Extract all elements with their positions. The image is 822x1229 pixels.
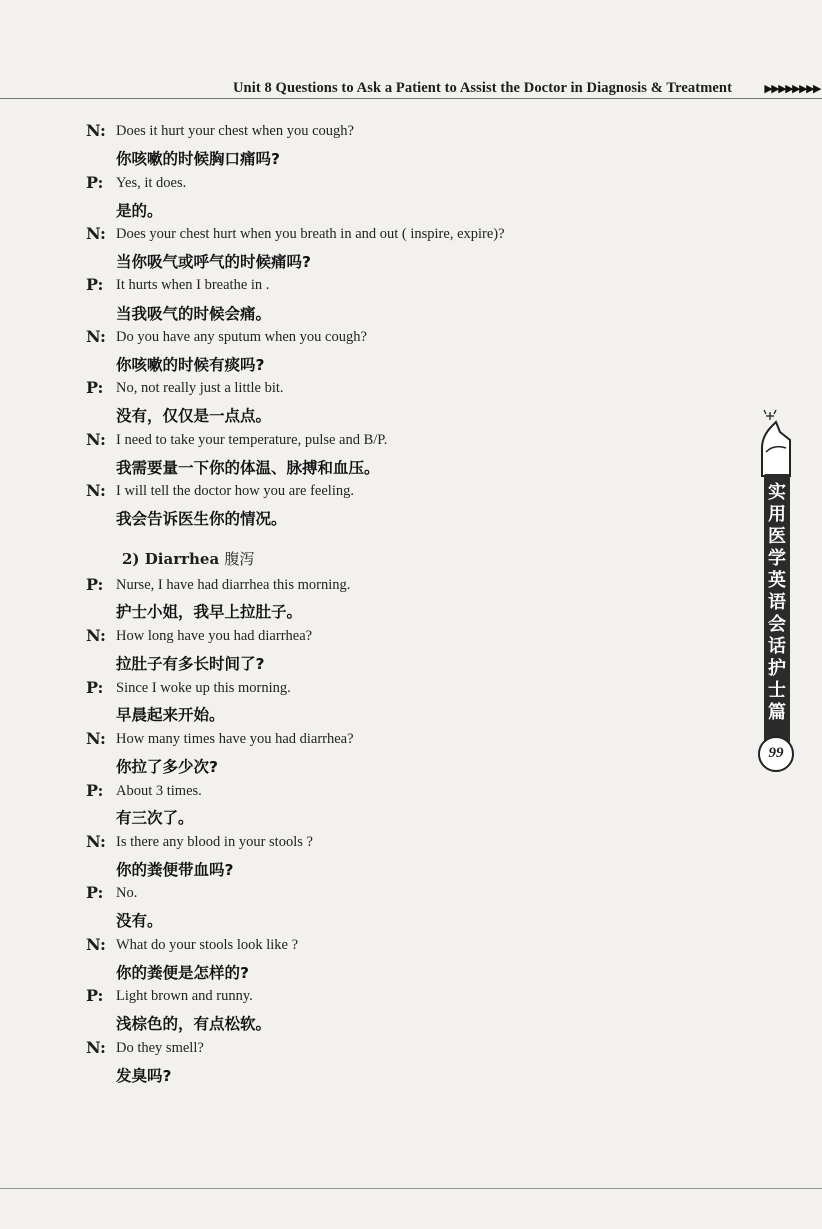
bottom-divider [0, 1188, 822, 1189]
english-text: No, not really just a little bit. [116, 380, 284, 396]
chinese-text: 你的粪便是怎样的? [116, 964, 249, 982]
chinese-text: 早晨起来开始。 [116, 706, 225, 724]
page-number: 99 [758, 736, 794, 772]
english-text: Does your chest hurt when you breath in and out ( inspire, expire)? [116, 226, 505, 242]
english-text: What do your stools look like ? [116, 937, 299, 953]
speaker-label: P: [86, 678, 104, 697]
english-text: About 3 times. [116, 783, 202, 799]
speaker-label: P: [86, 883, 104, 902]
speaker-label: N: [86, 626, 106, 645]
book-title-vertical: 实用医学英语会话护士篇 [768, 482, 786, 723]
speaker-label: P: [86, 781, 104, 800]
english-text: Is there any blood in your stools ? [116, 834, 313, 850]
running-header [0, 78, 822, 100]
english-text: Do you have any sputum when you cough? [116, 329, 367, 345]
chinese-text: 有三次了。 [116, 809, 194, 827]
chinese-text: 我会告诉医生你的情况。 [116, 510, 287, 528]
speaker-label: N: [86, 481, 106, 500]
english-text: It hurts when I breathe in . [116, 277, 270, 293]
section-number: 2) [122, 550, 140, 568]
english-text: I need to take your temperature, pulse and B/P. [116, 432, 388, 448]
english-text: Light brown and runny. [116, 988, 253, 1004]
english-text: How many times have you had diarrhea? [116, 731, 354, 747]
speaker-label: P: [86, 173, 104, 192]
header-divider [0, 98, 822, 99]
chinese-text: 你咳嗽的时候有痰吗? [116, 356, 265, 374]
english-text: How long have you had diarrhea? [116, 628, 313, 644]
chinese-text: 拉肚子有多长时间了? [116, 655, 265, 673]
side-tab [756, 408, 796, 768]
speaker-label: N: [86, 935, 106, 954]
speaker-label: N: [86, 224, 106, 243]
chinese-text: 没有。 [116, 912, 163, 930]
english-text: No. [116, 885, 138, 901]
chinese-text: 当你吸气或呼气的时候痛吗? [116, 253, 311, 271]
chinese-text: 当我吸气的时候会痛。 [116, 305, 272, 323]
speaker-label: N: [86, 327, 106, 346]
english-text: Does it hurt your chest when you cough? [116, 123, 354, 139]
chinese-text: 没有，仅仅是一点点。 [116, 407, 272, 425]
english-text: I will tell the doctor how you are feeling. [116, 483, 354, 499]
speaker-label: N: [86, 1038, 106, 1057]
speaker-label: P: [86, 275, 104, 294]
speaker-label: P: [86, 378, 104, 397]
chinese-text: 你的粪便带血吗? [116, 861, 234, 879]
english-text: Since I woke up this morning. [116, 680, 291, 696]
speaker-label: N: [86, 121, 106, 140]
chinese-text: 你咳嗽的时候胸口痛吗? [116, 150, 280, 168]
speaker-label: P: [86, 575, 104, 594]
sparkle-arrow-icon [756, 408, 796, 478]
section-title-cn: 腹泻 [224, 550, 255, 568]
chinese-text: 护士小姐，我早上拉肚子。 [116, 603, 303, 621]
chinese-text: 浅棕色的，有点松软。 [116, 1015, 272, 1033]
section-heading [122, 548, 254, 569]
speaker-label: N: [86, 832, 106, 851]
chinese-text: 我需要量一下你的体温、脉搏和血压。 [116, 459, 380, 477]
english-text: Do they smell? [116, 1040, 204, 1056]
section-title: Diarrhea [144, 550, 220, 568]
chinese-text: 你拉了多少次? [116, 758, 218, 776]
unit-title: Unit 8 Questions to Ask a Patient to Assist the Doctor in Diagnosis & Treatment [232, 80, 732, 96]
arrow-decoration-icon: ▶▶▶▶▶▶▶▶ [764, 82, 820, 95]
speaker-label: P: [86, 986, 104, 1005]
speaker-label: N: [86, 430, 106, 449]
english-text: Yes, it does. [116, 175, 187, 191]
chinese-text: 是的。 [116, 202, 163, 220]
english-text: Nurse, I have had diarrhea this morning. [116, 577, 351, 593]
speaker-label: N: [86, 729, 106, 748]
chinese-text: 发臭吗? [116, 1067, 172, 1085]
